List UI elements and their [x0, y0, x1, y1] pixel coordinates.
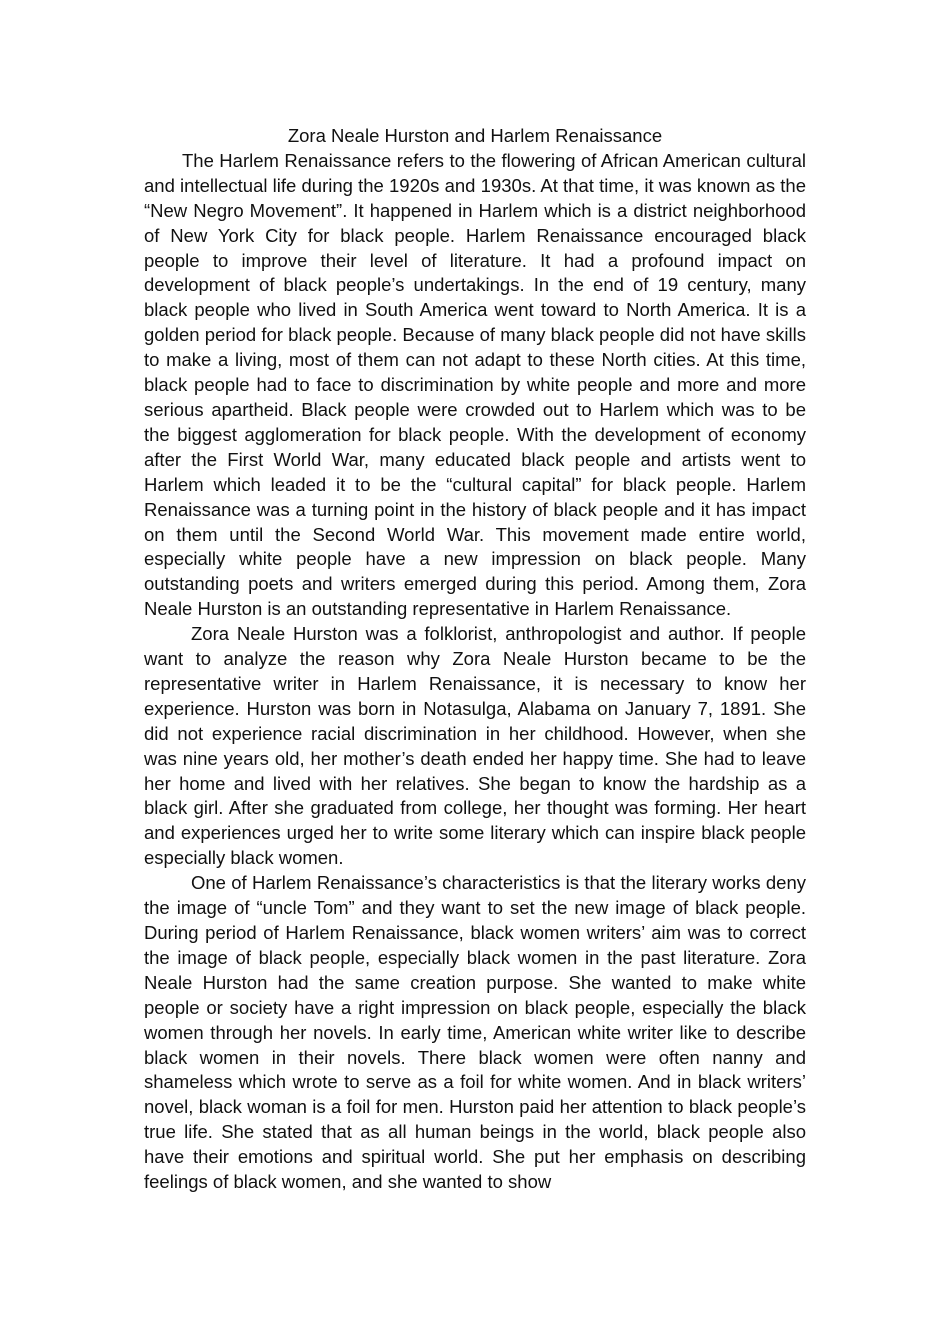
paragraph-harlem-renaissance: The Harlem Renaissance refers to the flowering of African American cultural and intellectual life during the 1920s and 1930s. At that time, it was known as the “New Negro Movement”. It happened in Harlem which is a district neighborhood of New York City for black people. Harlem Renaissance encouraged black people to improve their level of literature. It had a profound impact on development of black people’s undertakings. In the end of 19 century, many black people who lived in South America went toward to North America. It is a golden period for black people. Because of many black people did not have skills to make a living, most of them can not adapt to these North cities. At this time, black people had to face to discrimination by white people and more and more serious apartheid. Black people were crowded out to Harlem which was to be the biggest agglomeration for black people. With the development of economy after the First World War, many educated black people and artists went to Harlem which leaded it to be the “cultural capital” for black people. Harlem Renaissance was a turning point in the history of black people and it has impact on them until the Second World War. This movement made entire world, especially white people have a new impression on black people. Many outstanding poets and writers emerged during this period. Among them, Zora Neale Hurston is an outstanding representative in Harlem Renaissance. — [144, 149, 806, 620]
paragraph-black-women-image: One of Harlem Renaissance’s characteristics is that the literary works deny the image of “uncle Tom” and they want to set the new image of black people. During period of Harlem Renaissance, black women writers’ aim was to correct the image of black people, especially black women in the past literature. Zora Neale Hurston had the same creation purpose. She wanted to make white people or society have a right impression on black people, especially the black women through her novels. In early time, American white writer like to describe black women in their novels. There black women were often nanny and shameless which wrote to serve as a foil for white women. And in black writers’ novel, black woman is a foil for men. Hurston paid her attention to black people’s true life. She stated that as all human beings in the world, black people also have their emotions and spiritual world. She put her emphasis on describing feelings of black women, and she wanted to show — [144, 872, 806, 1193]
paragraph-hurston-biography: Zora Neale Hurston was a folklorist, anthropologist and author. If people want to analyze the reason why Zora Neale Hurston became to be the representative writer in Harlem Renaissance, it is necessary to know her experience. Hurston was born in Notasulga, Alabama on January 7, 1891. She did not experience racial discrimination in her childhood. However, when she was nine years old, her mother’s death ended her happy time. She had to leave her home and lived with her relatives. She began to know the hardship as a black girl. After she graduated from college, her thought was forming. Her heart and experiences urged her to write some literary which can inspire black people especially black women. — [144, 623, 806, 869]
document-page — [144, 124, 806, 1195]
document-title: Zora Neale Hurston and Harlem Renaissance — [287, 125, 663, 146]
